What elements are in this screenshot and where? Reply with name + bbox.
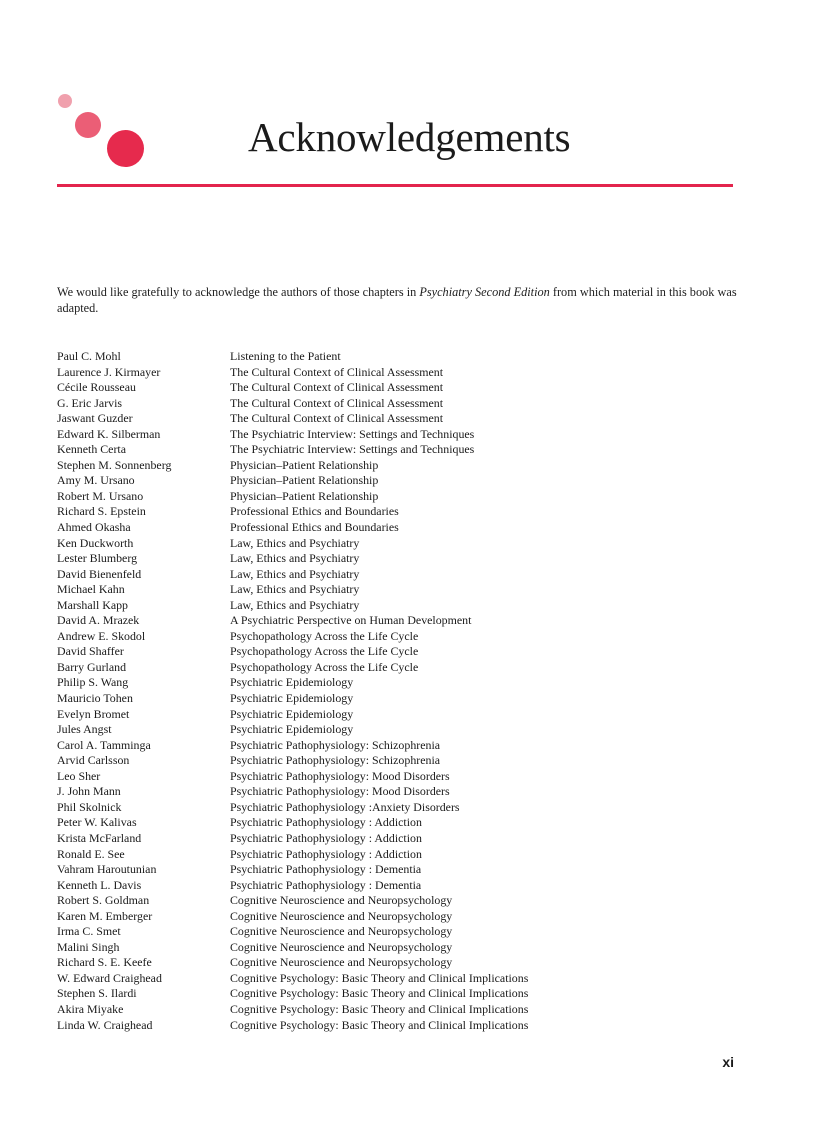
chapter-title: Psychopathology Across the Life Cycle xyxy=(230,659,419,674)
chapter-title: Psychiatric Pathophysiology : Addiction xyxy=(230,846,422,861)
acknowledgement-row xyxy=(57,1002,747,1018)
intro-paragraph xyxy=(57,284,737,316)
chapter-title: Psychopathology Across the Life Cycle xyxy=(230,644,419,659)
acknowledgement-row xyxy=(57,613,747,629)
intro-text-after: from which material in this book was adapted. xyxy=(57,285,737,315)
author-name: Marshall Kapp xyxy=(57,597,128,612)
chapter-title: Psychiatric Pathophysiology : Addiction xyxy=(230,815,422,830)
author-name: Robert M. Ursano xyxy=(57,488,144,503)
acknowledgement-row xyxy=(57,955,747,971)
chapter-title: Physician–Patient Relationship xyxy=(230,457,379,472)
author-name: Andrew E. Skodol xyxy=(57,628,146,643)
chapter-title: A Psychiatric Perspective on Human Development xyxy=(230,613,472,628)
author-name: Robert S. Goldman xyxy=(57,893,150,908)
acknowledgement-row xyxy=(57,940,747,956)
chapter-title: Cognitive Psychology: Basic Theory and Clinical Implications xyxy=(230,986,529,1001)
acknowledgement-row xyxy=(57,924,747,940)
title-underline-rule xyxy=(57,184,733,187)
author-name: Laurence J. Kirmayer xyxy=(57,364,161,379)
author-name: Stephen S. Ilardi xyxy=(57,986,137,1001)
chapter-title: Cognitive Neuroscience and Neuropsychology xyxy=(230,893,453,908)
author-name: G. Eric Jarvis xyxy=(57,395,123,410)
author-name: Cécile Rousseau xyxy=(57,380,136,395)
page-number: xi xyxy=(722,1054,734,1070)
acknowledgement-row xyxy=(57,551,747,567)
chapter-title: Psychiatric Pathophysiology: Schizophrenia xyxy=(230,737,441,752)
author-name: Akira Miyake xyxy=(57,1001,124,1016)
chapter-title: Law, Ethics and Psychiatry xyxy=(230,535,360,550)
author-name: Philip S. Wang xyxy=(57,675,129,690)
author-name: Kenneth L. Davis xyxy=(57,877,142,892)
author-name: Mauricio Tohen xyxy=(57,691,133,706)
acknowledgement-row xyxy=(57,520,747,536)
decorative-dot-medium xyxy=(75,112,101,138)
chapter-title: Physician–Patient Relationship xyxy=(230,488,379,503)
author-name: Lester Blumberg xyxy=(57,551,138,566)
author-name: Krista McFarland xyxy=(57,830,142,845)
author-name: Jules Angst xyxy=(57,722,112,737)
author-name: Arvid Carlsson xyxy=(57,753,130,768)
acknowledgement-row xyxy=(57,489,747,505)
acknowledgement-row xyxy=(57,815,747,831)
chapter-title: Physician–Patient Relationship xyxy=(230,473,379,488)
chapter-title: Psychiatric Pathophysiology: Mood Disorders xyxy=(230,784,450,799)
chapter-title: Psychiatric Pathophysiology : Addiction xyxy=(230,830,422,845)
acknowledgement-row xyxy=(57,753,747,769)
acknowledgement-row xyxy=(57,800,747,816)
chapter-title: Cognitive Psychology: Basic Theory and Clinical Implications xyxy=(230,970,529,985)
acknowledgement-row xyxy=(57,442,747,458)
author-name: Kenneth Certa xyxy=(57,442,127,457)
chapter-title: Psychiatric Epidemiology xyxy=(230,691,354,706)
author-name: Michael Kahn xyxy=(57,582,125,597)
acknowledgement-row xyxy=(57,644,747,660)
chapter-title: Psychiatric Pathophysiology : Dementia xyxy=(230,877,422,892)
chapter-title: The Cultural Context of Clinical Assessment xyxy=(230,411,444,426)
intro-text-before: We would like gratefully to acknowledge the authors of those chapters in xyxy=(57,285,420,299)
author-name: David A. Mrazek xyxy=(57,613,140,628)
acknowledgement-row xyxy=(57,893,747,909)
chapter-title: Psychiatric Pathophysiology :Anxiety Disorders xyxy=(230,799,460,814)
acknowledgement-row xyxy=(57,831,747,847)
acknowledgement-row xyxy=(57,691,747,707)
acknowledgement-row xyxy=(57,504,747,520)
author-name: Karen M. Emberger xyxy=(57,908,153,923)
acknowledgement-row xyxy=(57,722,747,738)
acknowledgement-row xyxy=(57,349,747,365)
chapter-title: Cognitive Neuroscience and Neuropsychology xyxy=(230,924,453,939)
chapter-title: Listening to the Patient xyxy=(230,349,341,363)
author-name: Irma C. Smet xyxy=(57,924,121,939)
acknowledgement-row xyxy=(57,582,747,598)
acknowledgement-row xyxy=(57,396,747,412)
page-title: Acknowledgements xyxy=(248,114,571,160)
author-name: Richard S. Epstein xyxy=(57,504,146,519)
chapter-title: Law, Ethics and Psychiatry xyxy=(230,551,360,566)
author-name: Paul C. Mohl xyxy=(57,349,121,363)
chapter-title: The Psychiatric Interview: Settings and Techniques xyxy=(230,426,475,441)
acknowledgement-row xyxy=(57,660,747,676)
acknowledgement-row xyxy=(57,458,747,474)
chapter-title: Professional Ethics and Boundaries xyxy=(230,520,399,535)
author-name: Amy M. Ursano xyxy=(57,473,135,488)
chapter-title: Cognitive Neuroscience and Neuropsychology xyxy=(230,908,453,923)
author-name: J. John Mann xyxy=(57,784,121,799)
acknowledgement-row xyxy=(57,598,747,614)
author-name: Richard S. E. Keefe xyxy=(57,955,152,970)
acknowledgement-row xyxy=(57,473,747,489)
chapter-title: Psychiatric Epidemiology xyxy=(230,706,354,721)
chapter-title: Psychiatric Epidemiology xyxy=(230,722,354,737)
chapter-title: Cognitive Psychology: Basic Theory and Clinical Implications xyxy=(230,1017,529,1032)
chapter-title: Psychiatric Epidemiology xyxy=(230,675,354,690)
decorative-dot-small xyxy=(58,94,72,108)
intro-book-title: Psychiatry Second Edition xyxy=(419,285,550,299)
acknowledgement-row xyxy=(57,380,747,396)
author-name: Linda W. Craighead xyxy=(57,1017,153,1032)
acknowledgement-row xyxy=(57,847,747,863)
acknowledgement-row xyxy=(57,427,747,443)
author-name: Evelyn Bromet xyxy=(57,706,130,721)
author-name: David Shaffer xyxy=(57,644,124,659)
author-name: Ahmed Okasha xyxy=(57,520,131,535)
acknowledgement-row xyxy=(57,536,747,552)
acknowledgement-row xyxy=(57,365,747,381)
author-name: Peter W. Kalivas xyxy=(57,815,137,830)
author-name: W. Edward Craighead xyxy=(57,970,162,985)
acknowledgement-row xyxy=(57,986,747,1002)
author-name: Ronald E. See xyxy=(57,846,125,861)
chapter-title: Cognitive Neuroscience and Neuropsychology xyxy=(230,939,453,954)
author-name: Barry Gurland xyxy=(57,659,127,674)
chapter-title: The Psychiatric Interview: Settings and Techniques xyxy=(230,442,475,457)
chapter-title: Professional Ethics and Boundaries xyxy=(230,504,399,519)
acknowledgement-row xyxy=(57,784,747,800)
acknowledgement-row xyxy=(57,675,747,691)
author-name: Jaswant Guzder xyxy=(57,411,133,426)
author-name: Leo Sher xyxy=(57,768,101,783)
acknowledgement-row xyxy=(57,707,747,723)
chapter-title: Cognitive Neuroscience and Neuropsychology xyxy=(230,955,453,970)
chapter-title: Law, Ethics and Psychiatry xyxy=(230,597,360,612)
chapter-title: Psychopathology Across the Life Cycle xyxy=(230,628,419,643)
acknowledgement-row xyxy=(57,862,747,878)
chapter-title: The Cultural Context of Clinical Assessment xyxy=(230,395,444,410)
acknowledgement-row xyxy=(57,769,747,785)
author-name: Vahram Haroutunian xyxy=(57,862,157,877)
chapter-title: Psychiatric Pathophysiology: Schizophrenia xyxy=(230,753,441,768)
acknowledgement-row xyxy=(57,1018,747,1034)
decorative-dot-large xyxy=(107,130,144,167)
acknowledgement-row xyxy=(57,971,747,987)
author-name: Ken Duckworth xyxy=(57,535,134,550)
chapter-title: Law, Ethics and Psychiatry xyxy=(230,566,360,581)
author-name: Phil Skolnick xyxy=(57,799,122,814)
chapter-title: Law, Ethics and Psychiatry xyxy=(230,582,360,597)
chapter-title: The Cultural Context of Clinical Assessment xyxy=(230,380,444,395)
acknowledgement-row xyxy=(57,909,747,925)
acknowledgement-row xyxy=(57,738,747,754)
chapter-title: The Cultural Context of Clinical Assessment xyxy=(230,364,444,379)
acknowledgement-list xyxy=(57,349,747,1033)
author-name: Edward K. Silberman xyxy=(57,426,161,441)
author-name: David Bienenfeld xyxy=(57,566,142,581)
acknowledgement-row xyxy=(57,629,747,645)
author-name: Stephen M. Sonnenberg xyxy=(57,457,172,472)
chapter-title: Psychiatric Pathophysiology: Mood Disorders xyxy=(230,768,450,783)
chapter-title: Cognitive Psychology: Basic Theory and Clinical Implications xyxy=(230,1001,529,1016)
acknowledgement-row xyxy=(57,411,747,427)
author-name: Malini Singh xyxy=(57,939,120,954)
author-name: Carol A. Tamminga xyxy=(57,737,151,752)
chapter-title: Psychiatric Pathophysiology : Dementia xyxy=(230,862,422,877)
acknowledgement-row xyxy=(57,567,747,583)
acknowledgement-row xyxy=(57,878,747,894)
